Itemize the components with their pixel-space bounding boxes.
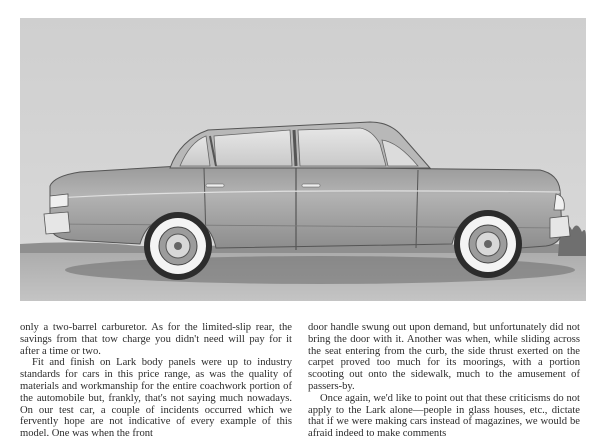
article-column-left xyxy=(20,322,292,440)
article-column-right xyxy=(308,322,580,440)
front-bumper xyxy=(550,216,570,238)
front-wheel xyxy=(454,210,522,278)
car-photo xyxy=(20,18,586,301)
rear-door-window xyxy=(214,130,292,166)
tail-light xyxy=(50,194,68,208)
article-paragraph: only a two-barrel carburetor. As for the limited-slip rear, the savings from that tow charge you didn't need will pay for it after a time or two. xyxy=(20,322,292,357)
article-paragraph: Fit and finish on Lark body panels were up to industry standards for cars in this price range, as was the quality of materials and workmanship for the entire coachwork portion of the automobile but, frankly, that's not saying much nowadays. On our test car, a couple of incidents occurred which we fervently hope are not indicative of every example of this model. One was when the front xyxy=(20,357,292,440)
rear-wheel xyxy=(144,212,212,280)
front-door-handle xyxy=(302,184,320,187)
rear-bumper xyxy=(44,212,70,234)
article-paragraph: door handle swung out upon demand, but unfortunately did not bring the door with it. Another was when, while sliding across the seat entering from the curb, the side thrust exerted on the carpet proved too much for its moorings, with a portion scooting out onto the sidewalk, much to the amusement of passers-by. xyxy=(308,322,580,392)
article-paragraph: Once again, we'd like to point out that these criticisms do not apply to the Lark alone—people in glass houses, etc., dictate that if we were making cars instead of magazines, we would be afraid indeed to make comments xyxy=(308,392,580,440)
rear-door-handle xyxy=(206,184,224,187)
